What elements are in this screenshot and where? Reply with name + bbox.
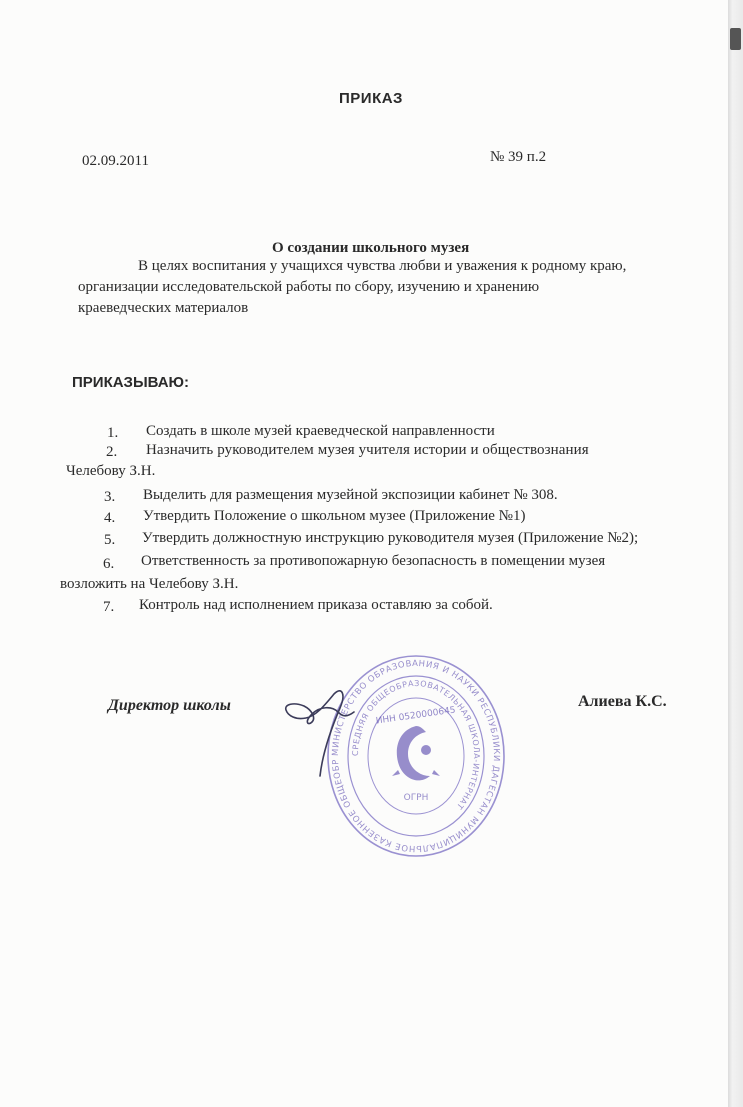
item-number-2: 2.: [106, 444, 118, 460]
order-word: ПРИКАЗЫВАЮ:: [72, 374, 190, 391]
item-text-4: Утвердить Положение о школьном музее (Приложение №1): [143, 508, 526, 524]
svg-text:ОГРН: ОГРН: [403, 793, 429, 803]
item-number-7: 7.: [103, 599, 115, 615]
item-text-2-cont: Челебову З.Н.: [66, 463, 156, 479]
handwritten-signature: [276, 672, 366, 787]
item-text-6: Ответственность за противопожарную безопасность в помещении музея: [141, 553, 606, 569]
preamble-line-3: краеведческих материалов: [78, 300, 249, 316]
svg-text:МИНИСТЕРСТВО ОБРАЗОВАНИЯ И НАУ: МИНИСТЕРСТВО ОБРАЗОВАНИЯ И НАУКИ РЕСПУБЛИКИ ДАГЕСТАН МУНИЦИПАЛЬНОЕ КАЗЕННОЕ ОБЩЕОБРАЗОВАТЕЛЬНОЕ УЧРЕЖДЕНИЕ: [321, 651, 502, 854]
item-number-5: 5.: [104, 532, 116, 548]
preamble-line-2: организации исследовательской работы по сбору, изучению и хранению: [78, 279, 540, 295]
item-text-7: Контроль над исполнением приказа оставляю за собой.: [139, 597, 493, 613]
item-number-6: 6.: [103, 556, 115, 572]
item-text-2: Назначить руководителем музея учителя истории и обществознания: [146, 442, 589, 458]
order-date: 02.09.2011: [82, 153, 149, 169]
signatory-name: Алиева К.С.: [578, 693, 667, 710]
document-title: ПРИКАЗ: [339, 90, 403, 107]
item-number-4: 4.: [104, 510, 116, 526]
order-number: № 39 п.2: [490, 149, 547, 165]
item-number-3: 3.: [104, 489, 116, 505]
svg-text:СРЕДНЯЯ ОБЩЕОБРАЗОВАТЕЛЬНАЯ ШК: СРЕДНЯЯ ОБЩЕОБРАЗОВАТЕЛЬНАЯ ШКОЛА-ИНТЕРНАТ: [350, 678, 482, 812]
item-number-1: 1.: [107, 425, 119, 441]
svg-text:ИНН 0520000645: ИНН 0520000645: [375, 705, 457, 727]
order-subject: О создании школьного музея: [272, 240, 470, 256]
signatory-position: Директор школы: [108, 697, 231, 714]
scan-edge: [728, 0, 743, 1107]
preamble-line-1: В целях воспитания у учащихся чувства любви и уважения к родному краю,: [138, 258, 627, 274]
item-text-3: Выделить для размещения музейной экспозиции кабинет № 308.: [143, 487, 558, 503]
item-text-1: Создать в школе музей краеведческой направленности: [146, 423, 495, 439]
item-text-6-cont: возложить на Челебову З.Н.: [60, 576, 239, 592]
item-text-5: Утвердить должностную инструкцию руководителя музея (Приложение №2);: [142, 530, 639, 546]
